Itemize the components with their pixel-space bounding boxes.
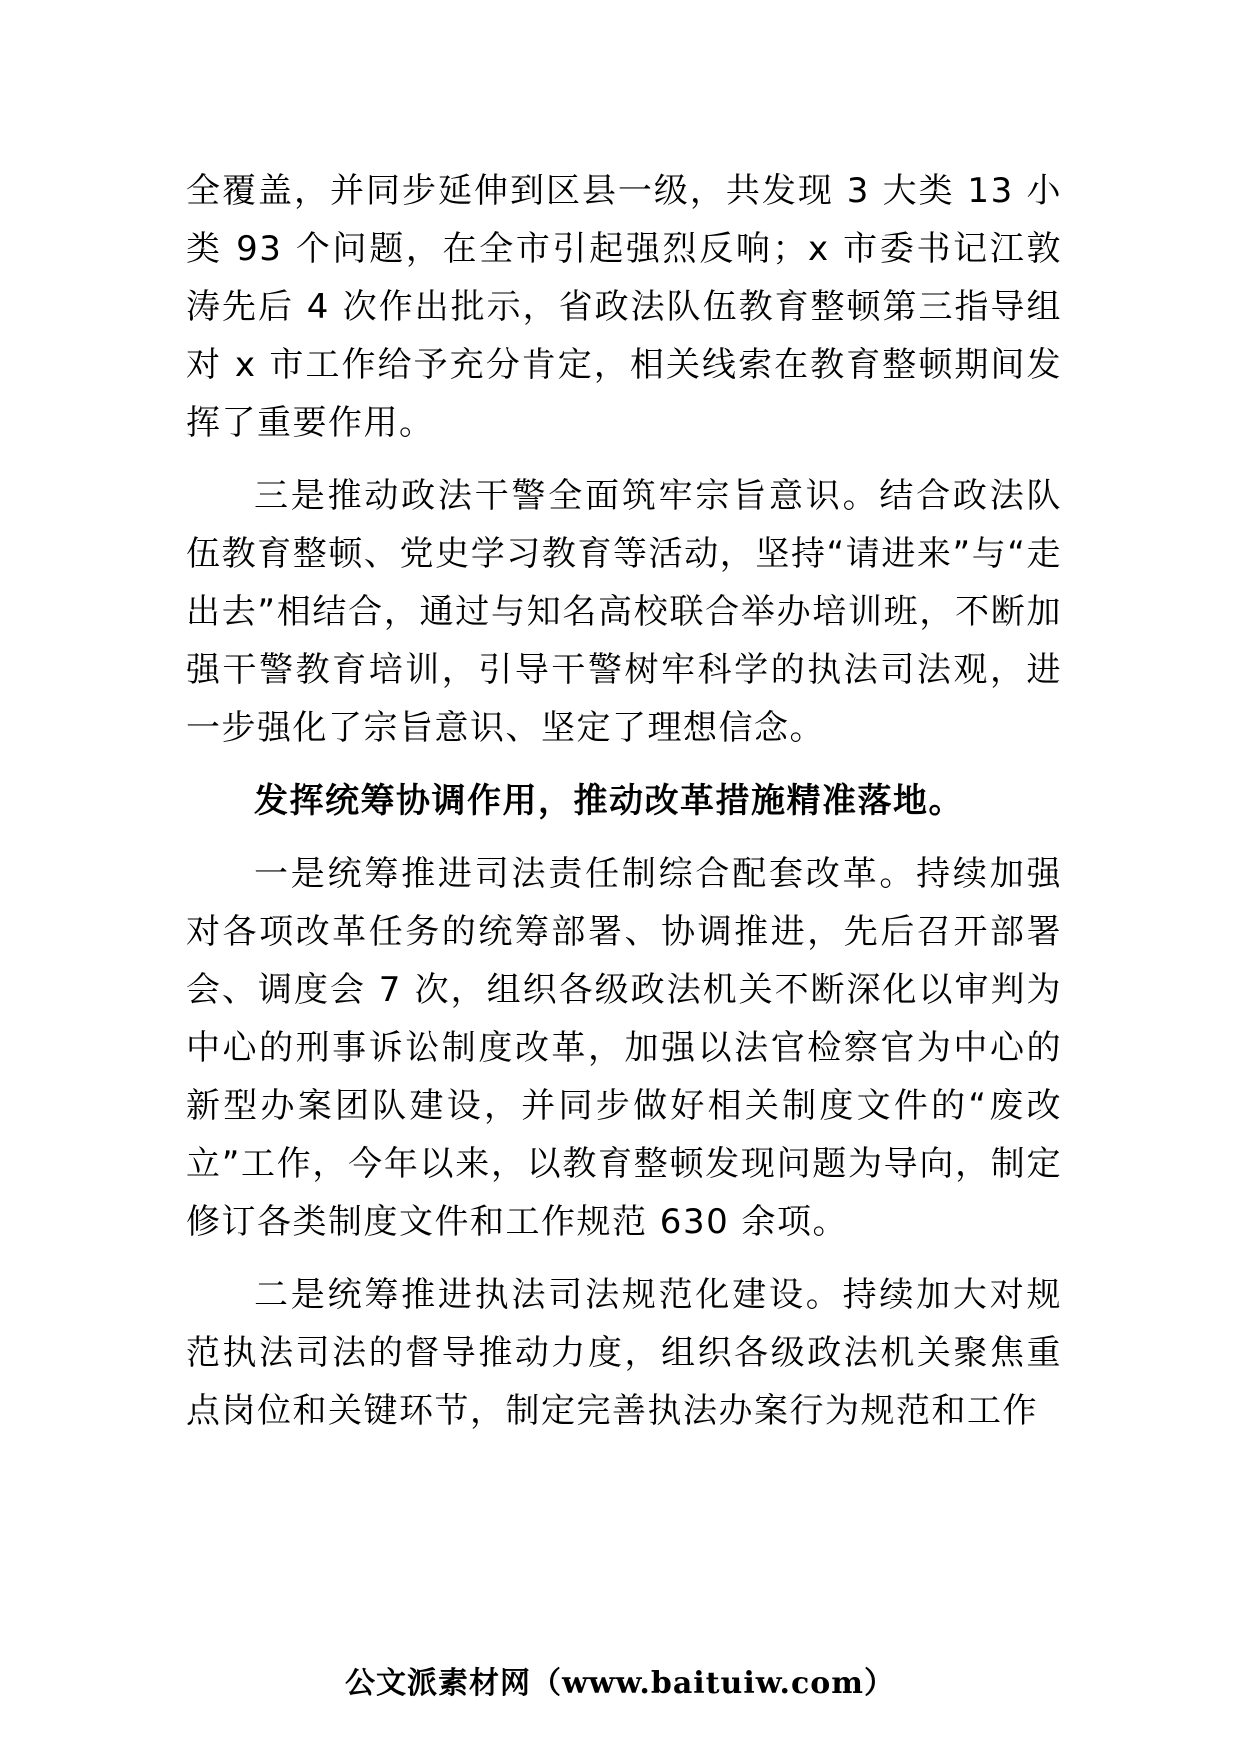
paragraph-continuation: 全覆盖，并同步延伸到区县一级，共发现 3 大类 13 小类 93 个问题，在全市引起强烈反响；x 市委书记江敦涛先后 4 次作出批示，省政法队伍教育整顿第三指导组对 x 市工作给予充分肯定，相关线索在教育整顿期间发挥了重要作用。 — [186, 171, 1062, 443]
paragraph-point-three: 三是推动政法干警全面筑牢宗旨意识。结合政法队伍教育整顿、党史学习教育等活动，坚持“请进来”与“走出去”相结合，通过与知名高校联合举办培训班，不断加强干警教育培训，引导干警树牢科学的执法司法观，进一步强化了宗旨意识、坚定了理想信念。 — [186, 476, 1062, 748]
document-body — [186, 162, 1062, 1440]
paragraph-point-one: 一是统筹推进司法责任制综合配套改革。持续加强对各项改革任务的统筹部署、协调推进，先后召开部署会、调度会 7 次，组织各级政法机关不断深化以审判为中心的刑事诉讼制度改革，加强以法官检察官为中心的新型办案团队建设，并同步做好相关制度文件的“废改立”工作，今年以来，以教育整顿发现问题为导向，制定修订各类制度文件和工作规范 630 余项。 — [186, 854, 1062, 1242]
section-heading: 发挥统筹协调作用，推动改革措施精准落地。 — [254, 781, 964, 821]
paragraph-point-two: 二是统筹推进执法司法规范化建设。持续加大对规范执法司法的督导推动力度，组织各级政法机关聚焦重点岗位和关键环节，制定完善执法办案行为规范和工作 — [186, 1275, 1062, 1431]
footer-watermark: 公文派素材网（www.baituiw.com） — [344, 1666, 896, 1701]
